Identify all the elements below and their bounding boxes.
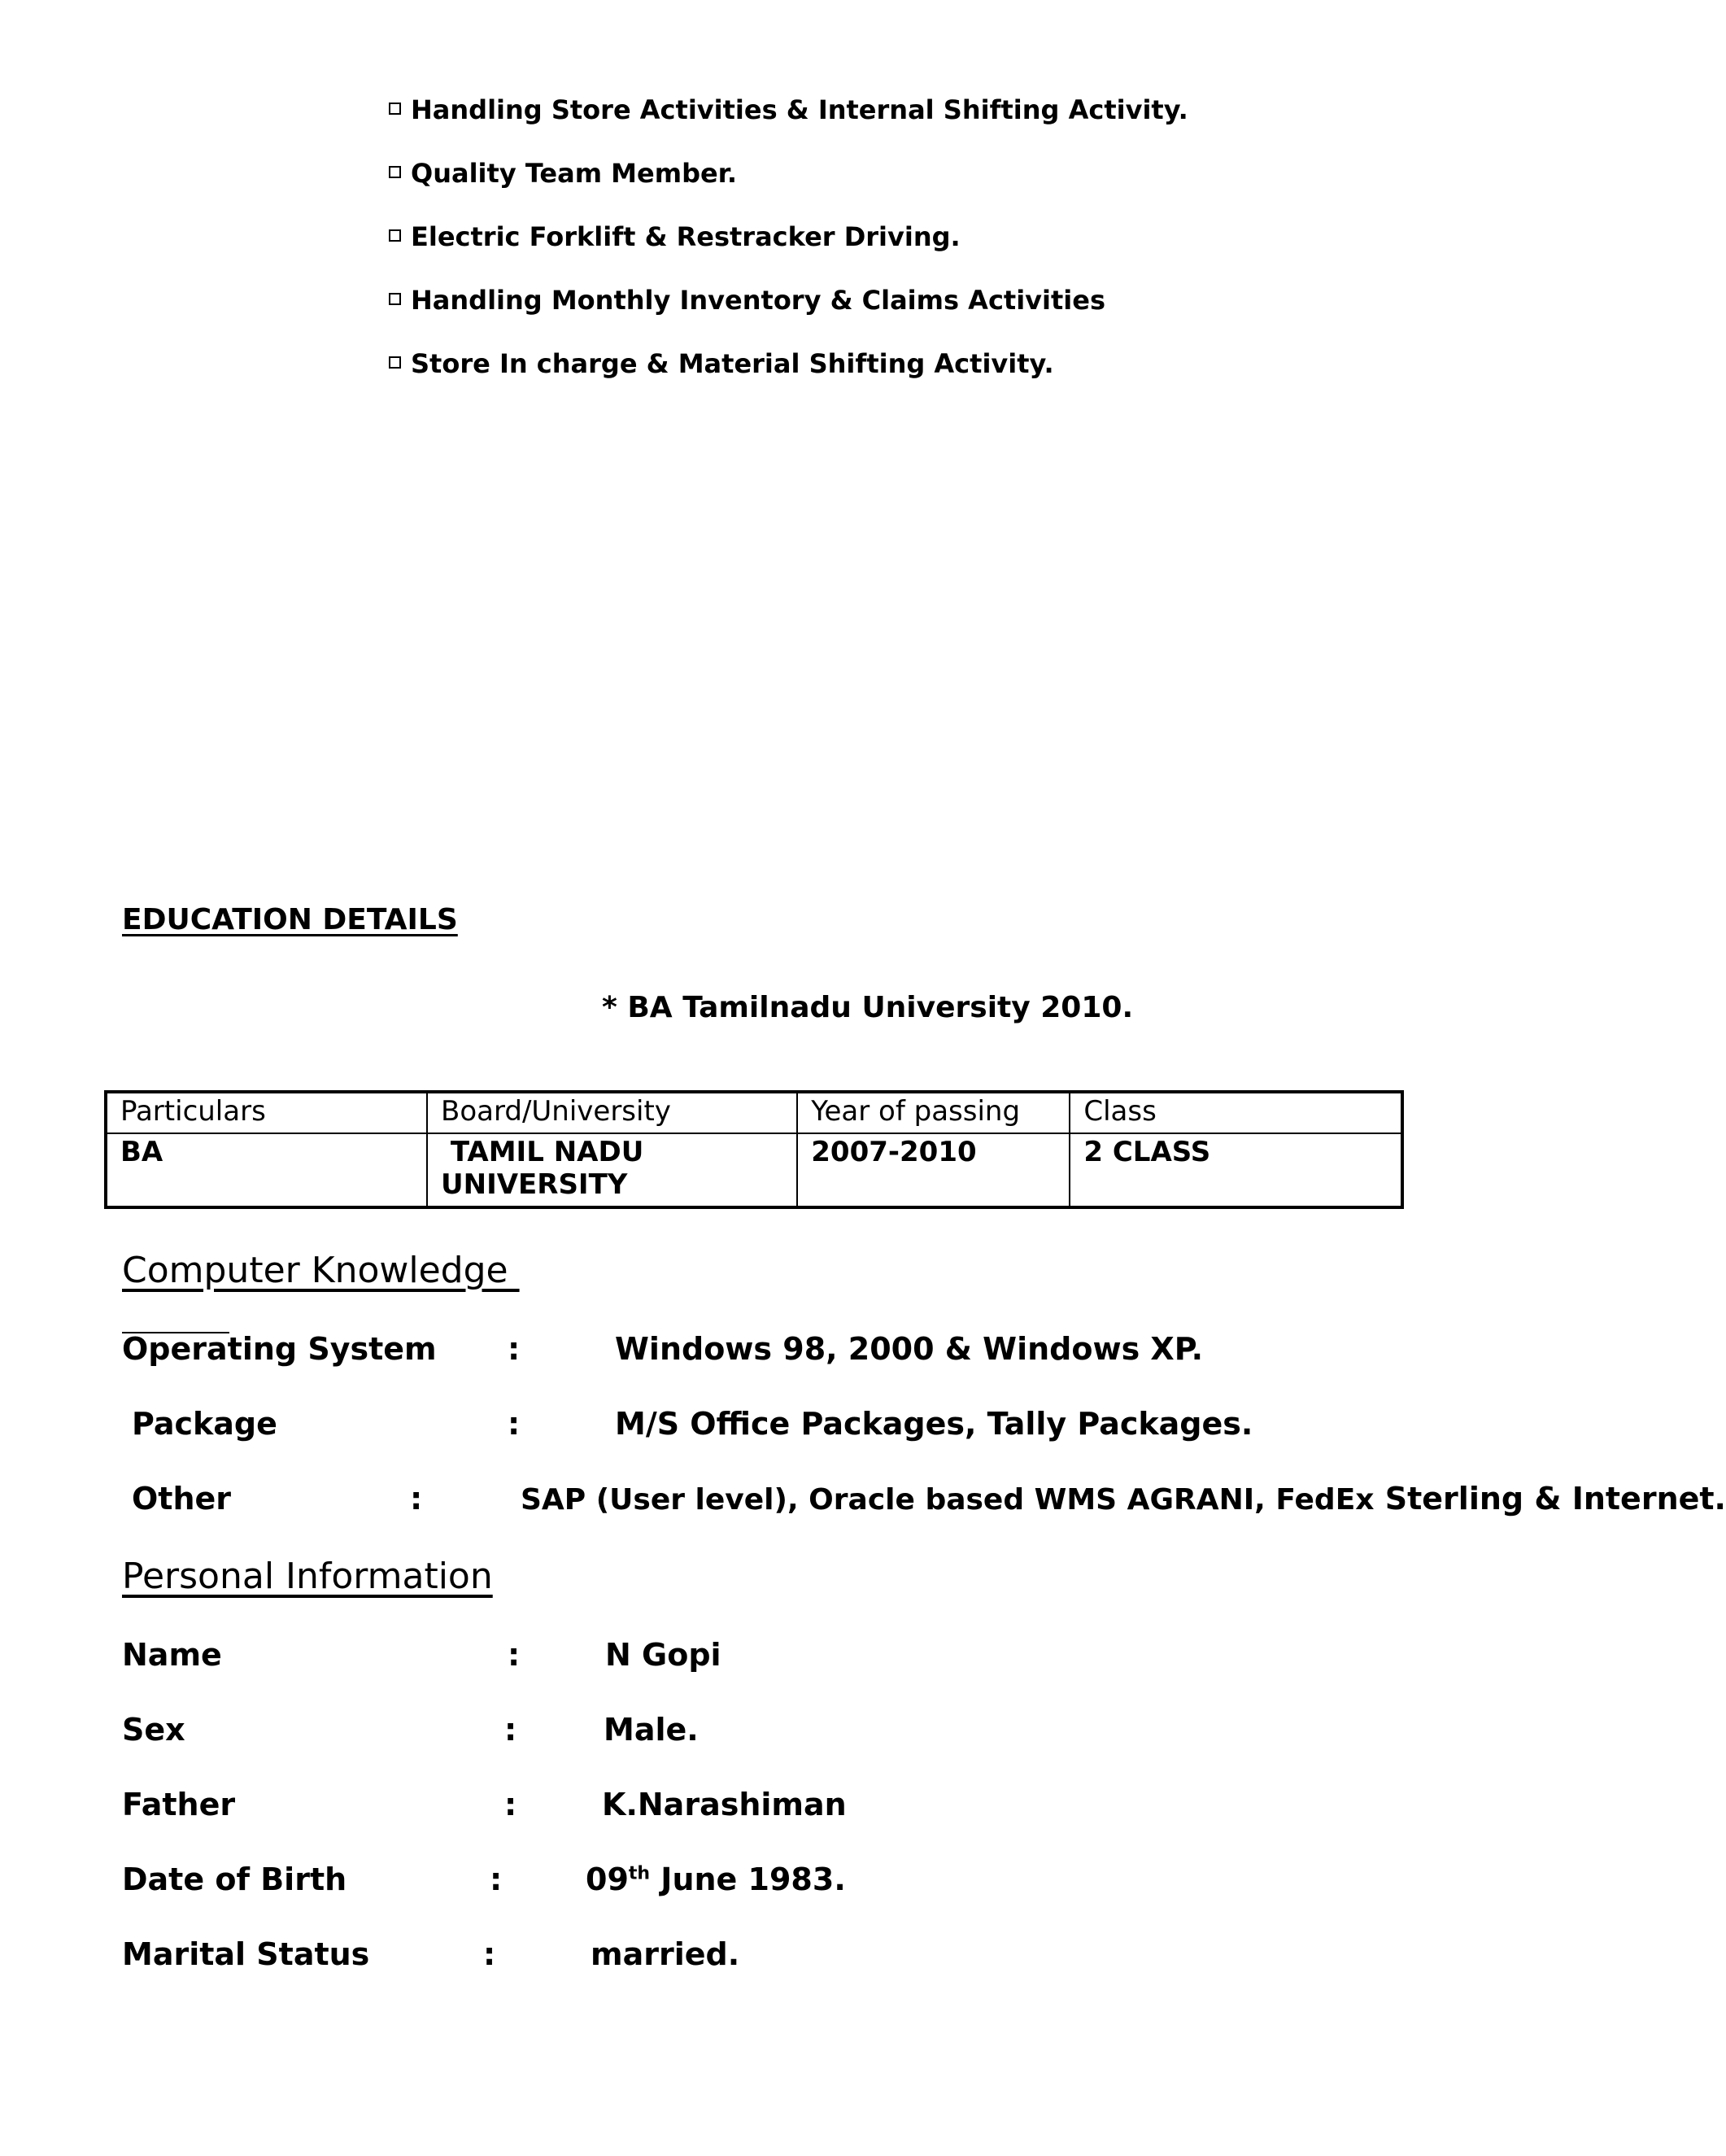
separator: : — [508, 1637, 521, 1673]
separator: : — [483, 1936, 496, 1972]
square-bullet-icon — [389, 166, 401, 178]
name-label: Name — [122, 1637, 222, 1673]
name-value: N Gopi — [605, 1637, 721, 1673]
table-cell: TAMIL NADU UNIVERSITY — [427, 1133, 797, 1207]
list-item-text: Handling Store Activities & Internal Shifting Activity. — [411, 94, 1188, 125]
list-item-text: Handling Monthly Inventory & Claims Activities — [411, 285, 1106, 316]
table-row — [106, 1133, 1402, 1207]
date-of-birth-value — [586, 1861, 846, 1897]
square-bullet-icon — [389, 356, 401, 369]
table-header-cell: Class — [1070, 1092, 1402, 1133]
list-item — [389, 348, 1054, 379]
package-label: Package — [132, 1406, 277, 1442]
table-header-cell: Particulars — [106, 1092, 427, 1133]
square-bullet-icon — [389, 229, 401, 242]
dob-rest: June 1983. — [650, 1861, 846, 1897]
operating-system-value: Windows 98, 2000 & Windows XP. — [615, 1331, 1204, 1367]
other-label: Other — [132, 1481, 232, 1517]
table-cell: BA — [106, 1133, 427, 1207]
operating-system-label: Operating System — [122, 1331, 437, 1367]
separator: : — [504, 1712, 517, 1748]
father-label: Father — [122, 1787, 236, 1822]
list-item — [389, 94, 1188, 125]
separator: : — [504, 1787, 517, 1822]
dob-day: 09 — [586, 1861, 629, 1897]
table-header-cell: Year of passing — [797, 1092, 1070, 1133]
marital-status-value: married. — [591, 1936, 740, 1972]
list-item — [389, 285, 1105, 316]
table-header-cell: Board/University — [427, 1092, 797, 1133]
square-bullet-icon — [389, 293, 401, 305]
sex-label: Sex — [122, 1712, 185, 1748]
list-item-text: Store In charge & Material Shifting Activity. — [411, 348, 1054, 379]
father-value: K.Narashiman — [602, 1787, 847, 1822]
separator: : — [508, 1331, 521, 1367]
list-item-text: Electric Forklift & Restracker Driving. — [411, 221, 961, 252]
table-cell: 2007-2010 — [797, 1133, 1070, 1207]
dob-suffix: th — [628, 1863, 651, 1884]
package-value: M/S Office Packages, Tally Packages. — [615, 1406, 1253, 1442]
list-item-text: Quality Team Member. — [411, 158, 738, 189]
education-table — [104, 1090, 1404, 1209]
other-value-part: SAP (User level), Oracle based WMS AGRANI, FedEx — [521, 1483, 1375, 1517]
computer-knowledge-heading: Computer Knowledge — [122, 1250, 520, 1291]
sex-value: Male. — [604, 1712, 699, 1748]
list-item — [389, 221, 961, 252]
education-heading: EDUCATION DETAILS — [122, 903, 458, 936]
marital-status-label: Marital Status — [122, 1936, 370, 1972]
date-of-birth-label: Date of Birth — [122, 1861, 347, 1897]
separator: : — [508, 1406, 521, 1442]
separator: : — [410, 1481, 423, 1517]
personal-information-heading: Personal Information — [122, 1556, 493, 1597]
table-header-row — [106, 1092, 1402, 1133]
other-value — [521, 1481, 1726, 1517]
education-summary: * BA Tamilnadu University 2010. — [602, 991, 1134, 1024]
separator: : — [490, 1861, 503, 1897]
other-value-part: Sterling & Internet. — [1384, 1481, 1726, 1517]
list-item — [389, 158, 737, 189]
table-cell: 2 CLASS — [1070, 1133, 1402, 1207]
square-bullet-icon — [389, 103, 401, 115]
